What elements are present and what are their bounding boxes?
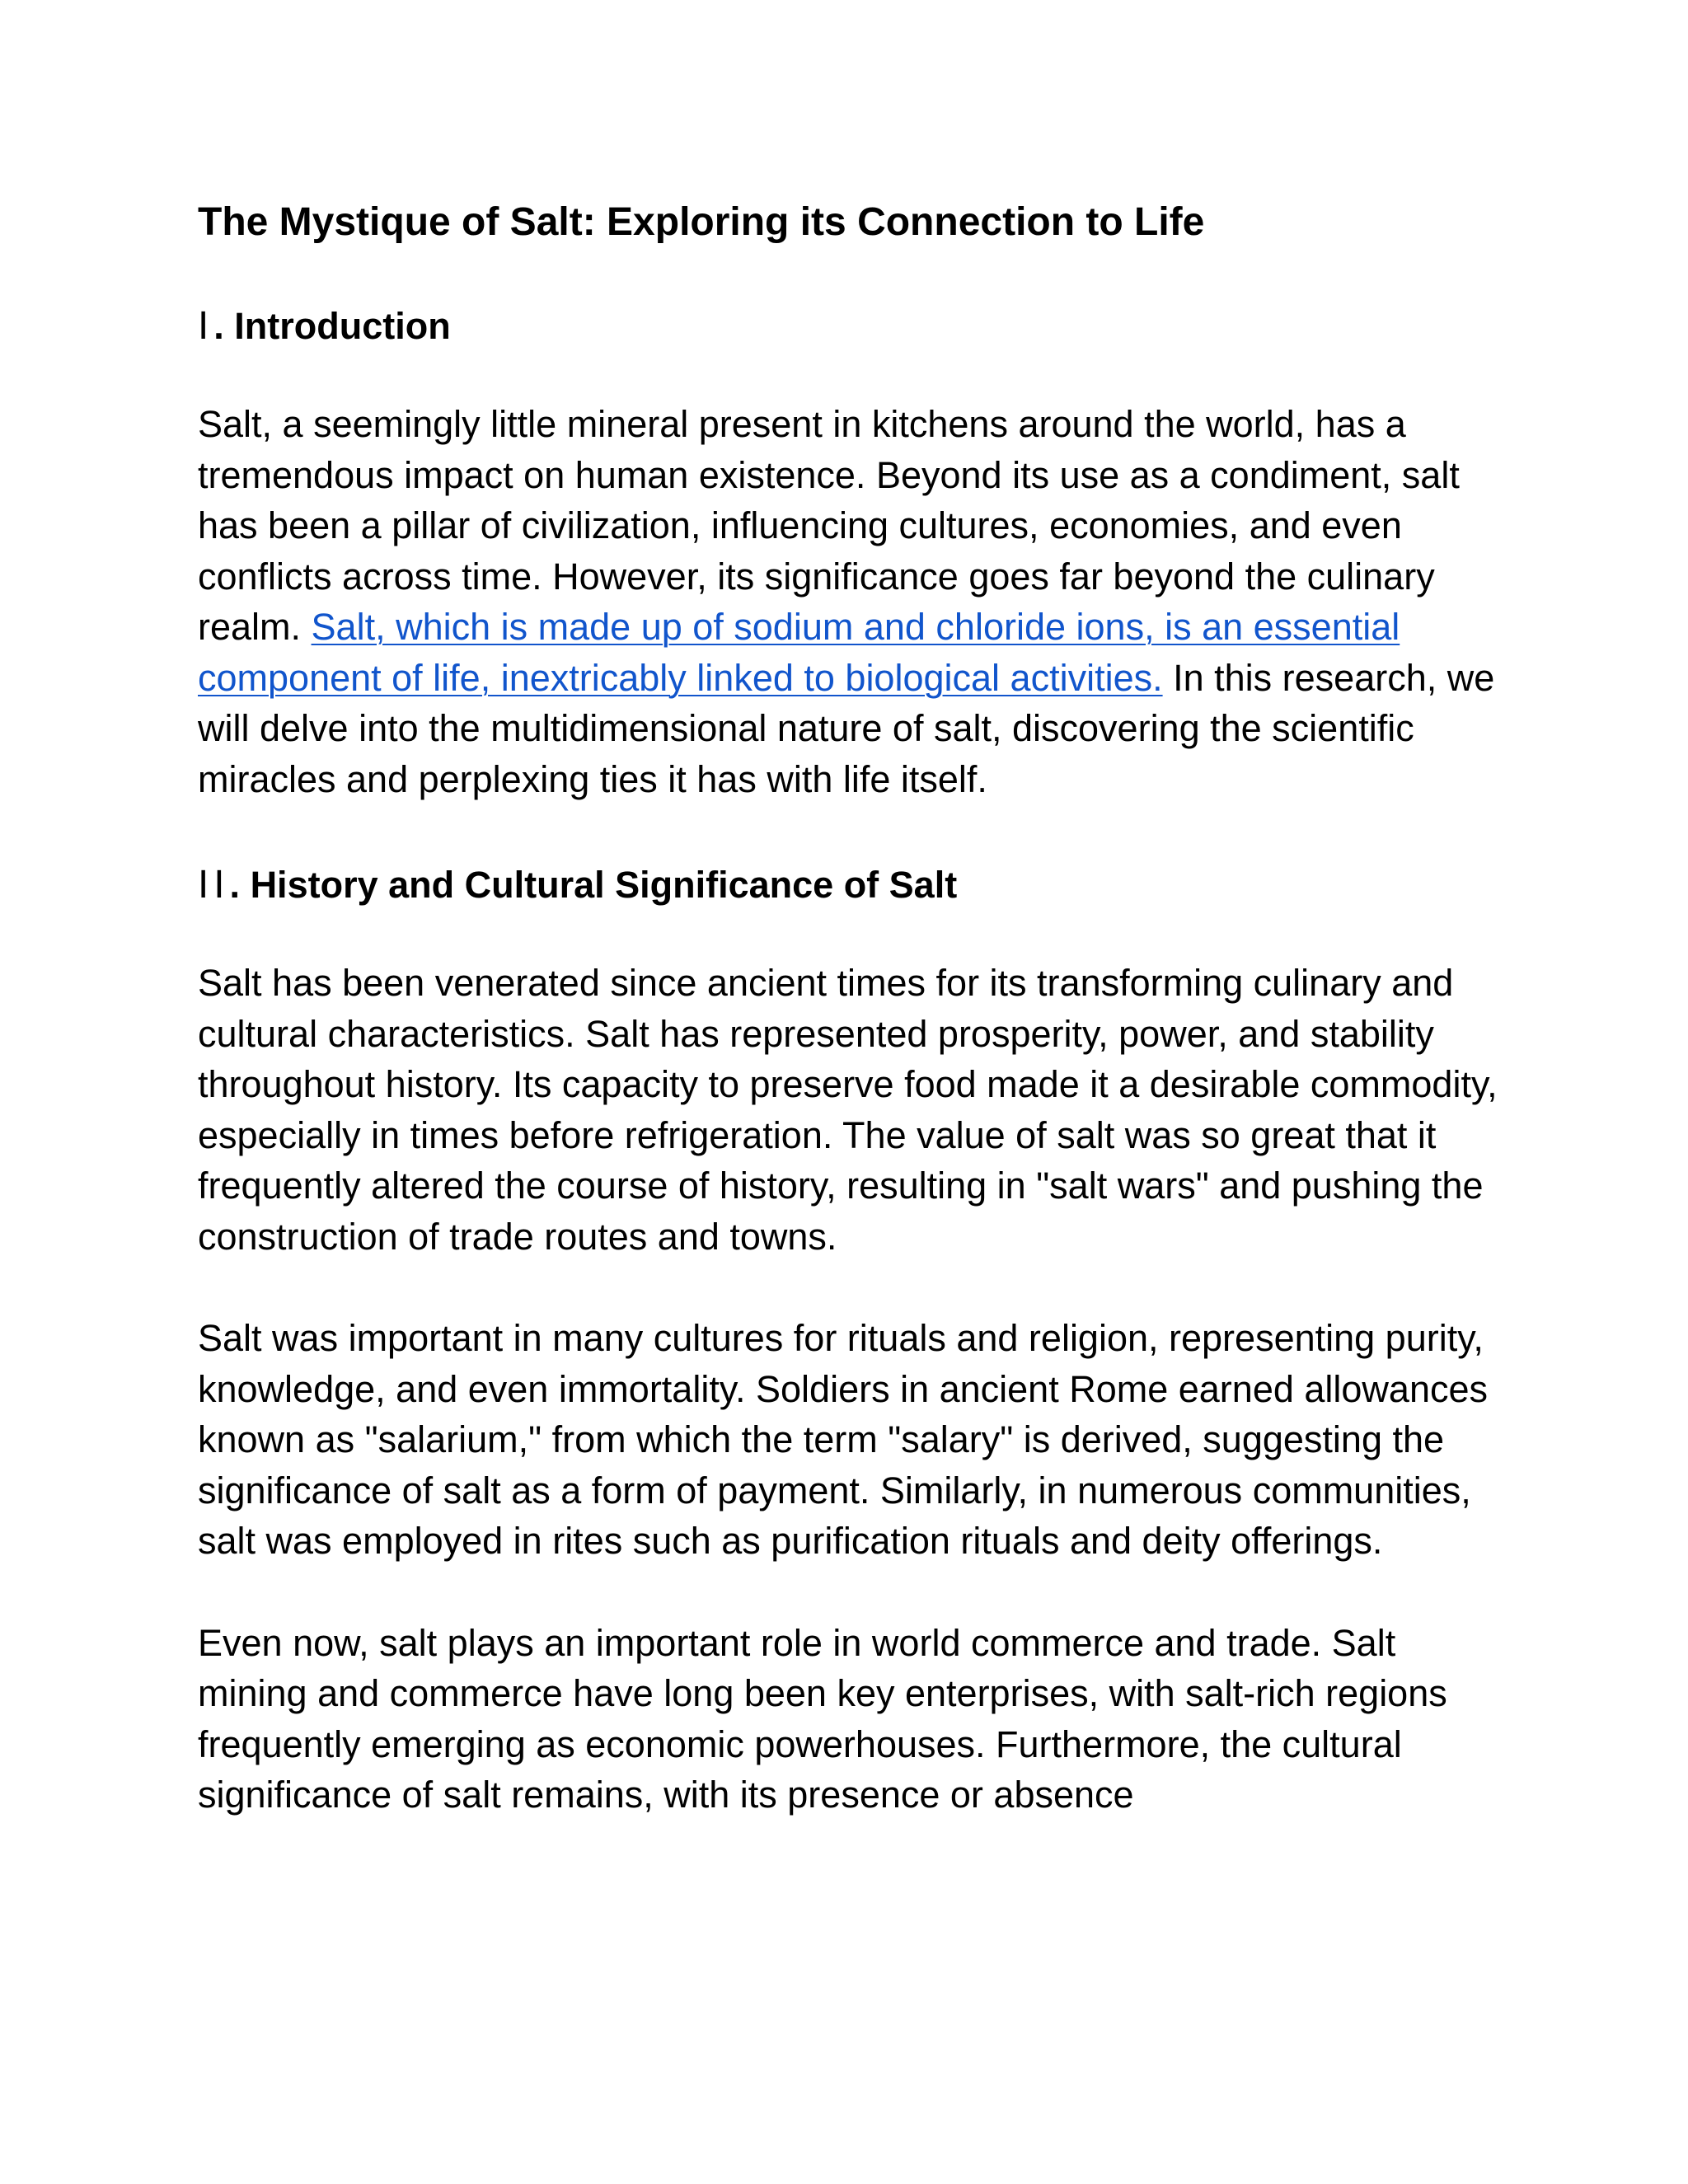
section-heading-introduction	[198, 297, 1500, 356]
document-title: The Mystique of Salt: Exploring its Connection to Life	[198, 200, 1205, 244]
section-heading-text: Introduction	[234, 305, 451, 347]
section-numeral: ⅠⅠ	[198, 863, 230, 907]
section-heading-history	[198, 855, 1500, 915]
intro-paragraph	[198, 399, 1500, 804]
intro-inline-link[interactable]: Salt, which is made up of sodium and chloride ions, is an essential component of life, inextricably linked to biological activities.	[198, 606, 1400, 699]
section-numeral: Ⅰ	[198, 304, 214, 348]
intro-text-after: In this research, we will delve into the multidimensional nature of salt, discovering the scientific miracles and perplexing ties it has with life itself.	[198, 656, 1495, 800]
section-heading-text: History and Cultural Significance of Salt	[250, 864, 958, 906]
intro-text-before: Salt, a seemingly little mineral present in kitchens around the world, has a tremendous impact on human existence. Beyond its use as a condiment, salt has been a pillar of civilization, influencing cultures, economies, and even conflicts across time. However, its significance goes far beyond the culinary realm.	[198, 403, 1460, 648]
section-separator: .	[213, 305, 235, 347]
history-paragraph-1: Salt has been venerated since ancient times for its transforming culinary and cultural characteristics. Salt has represented prosperity, power, and stability throughout history. Its capacity to preserve food made it a desirable commodity, especially in times before refrigeration. The value of salt was so great that it frequently altered the course of history, resulting in "salt wars" and pushing the construction of trade routes and towns.	[198, 962, 1498, 1258]
section-separator: .	[229, 864, 251, 906]
document-page	[198, 191, 1500, 1872]
history-paragraph-2: Salt was important in many cultures for rituals and religion, representing purity, knowledge, and even immortality. Soldiers in ancient Rome earned allowances known as "salarium," from which the term "salary" is derived, suggesting the significance of salt as a form of payment. Similarly, in numerous communities, salt was employed in rites such as purification rituals and deity offerings.	[198, 1317, 1489, 1562]
history-paragraph-3: Even now, salt plays an important role in world commerce and trade. Salt mining and commerce have long been key enterprises, with salt-rich regions frequently emerging as economic powerhouses. Furthermore, the cultural significance of salt remains, with its presence or absence	[198, 1621, 1447, 1816]
